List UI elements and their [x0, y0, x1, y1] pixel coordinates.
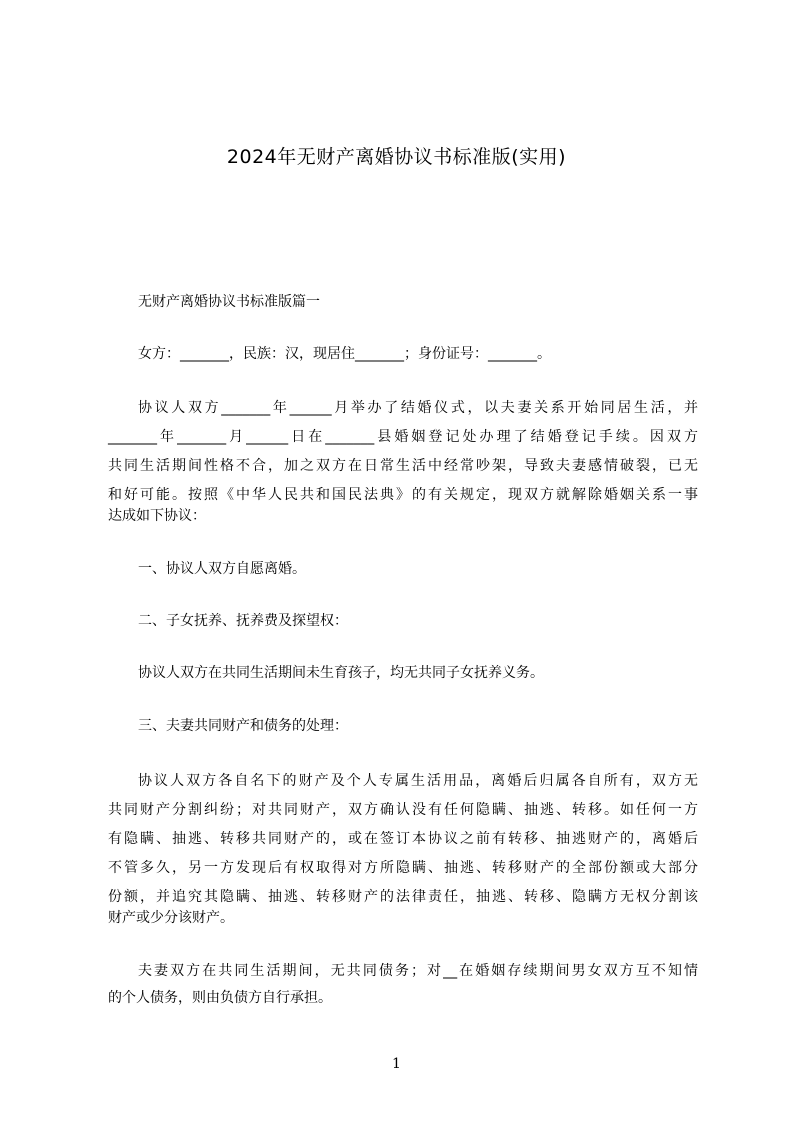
- party-info-line: 女方：_______，民族：汉，现居住_______；身份证号：_______。: [138, 346, 551, 362]
- page-number: 1: [392, 1056, 401, 1072]
- clause-2-heading: 二、子女抚养、抚养费及探望权：: [138, 613, 348, 629]
- paragraph3-line: 夫妻双方在共同生活期间，无共同债务；对__在婚姻存续期间男女双方互不知情: [138, 963, 698, 979]
- paragraph2-line: 份额，并追究其隐瞒、抽逃、转移财产的法律责任，抽逃、转移、隐瞒方无权分割该: [108, 889, 698, 905]
- paragraph1-line: 达成如下协议：: [108, 508, 206, 524]
- document-title: 2024年无财产离婚协议书标准版(实用): [226, 146, 567, 168]
- paragraph2-line: 财产或少分该财产。: [108, 910, 234, 926]
- paragraph3-line: 的个人债务，则由负债方自行承担。: [108, 990, 332, 1006]
- paragraph1-line: 协议人双方_______年______月举办了结婚仪式，以夫妻关系开始同居生活，并: [138, 400, 698, 416]
- paragraph1-line: _______年_______月______日在_______县婚姻登记处办理了结婚登记手续。因双方: [108, 429, 698, 445]
- clause-3-heading: 三、夫妻共同财产和债务的处理：: [138, 718, 348, 734]
- paragraph2-line: 不管多久，另一方发现后有权取得对方所隐瞒、抽逃、转移财产的全部份额或大部分: [108, 860, 698, 876]
- paragraph2-line: 共同财产分割纠纷；对共同财产，双方确认没有任何隐瞒、抽逃、转移。如任何一方: [108, 802, 698, 818]
- paragraph2-line: 有隐瞒、抽逃、转移共同财产的，或在签订本协议之前有转移、抽逃财产的，离婚后: [108, 831, 698, 847]
- paragraph2-line: 协议人双方各自名下的财产及个人专属生活用品，离婚后归属各自所有，双方无: [138, 773, 698, 789]
- paragraph1-line: 和好可能。按照《中华人民共和国民法典》的有关规定，现双方就解除婚姻关系一事: [108, 487, 698, 503]
- clause-2-text: 协议人双方在共同生活期间未生育孩子，均无共同子女抚养义务。: [138, 665, 544, 681]
- section-heading: 无财产离婚协议书标准版篇一: [138, 294, 320, 310]
- paragraph1-line: 共同生活期间性格不合，加之双方在日常生活中经常吵架，导致夫妻感情破裂，已无: [108, 458, 698, 474]
- clause-1: 一、协议人双方自愿离婚。: [138, 561, 306, 577]
